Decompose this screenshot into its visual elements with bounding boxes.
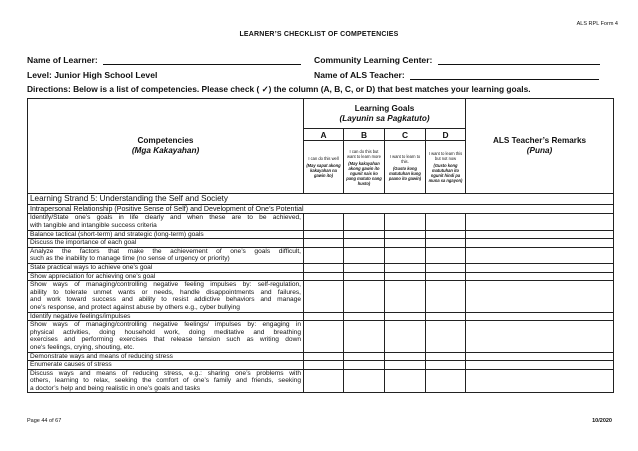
check-cell-a[interactable] bbox=[304, 281, 344, 312]
competency-text bbox=[28, 321, 304, 352]
remarks-header-fil: (Puna) bbox=[526, 146, 553, 155]
check-cell-a[interactable] bbox=[304, 214, 344, 230]
check-cell-c[interactable] bbox=[385, 369, 426, 393]
check-cell-c[interactable] bbox=[385, 272, 426, 281]
check-cell-d[interactable] bbox=[426, 369, 466, 393]
competency-line: Demonstrate ways and means of reducing stress bbox=[30, 352, 173, 360]
remarks-cell[interactable] bbox=[466, 361, 614, 370]
competency-line: one’s response, and protect against abuse by others e.g., cyber bullying bbox=[30, 303, 240, 311]
check-cell-d[interactable] bbox=[426, 321, 466, 352]
check-cell-c[interactable] bbox=[385, 321, 426, 352]
remarks-header-en: ALS Teacher’s Remarks bbox=[492, 136, 587, 145]
competency-line: Show ways of managing/controlling negative feelings/ impulses by: engaging in bbox=[30, 321, 301, 329]
clc-row bbox=[314, 55, 600, 65]
check-cell-d[interactable] bbox=[426, 263, 466, 272]
competency-text bbox=[28, 369, 304, 393]
check-cell-a[interactable] bbox=[304, 247, 344, 263]
column-c-desc-fil: (Gusto kong matutuhan kung paano ito gawin) bbox=[388, 165, 422, 181]
competency-text bbox=[28, 352, 304, 361]
remarks-cell[interactable] bbox=[466, 321, 614, 352]
competency-text bbox=[28, 361, 304, 370]
check-cell-b[interactable] bbox=[344, 230, 385, 239]
check-cell-b[interactable] bbox=[344, 369, 385, 393]
check-cell-b[interactable] bbox=[344, 263, 385, 272]
competency-text bbox=[28, 214, 304, 230]
competency-row bbox=[28, 247, 614, 263]
check-cell-c[interactable] bbox=[385, 263, 426, 272]
competency-line: Enumerate causes of stress bbox=[30, 361, 112, 369]
column-b-desc-fil: (May kakayahan akong gawin ito ngunit nais ko pang matuto nang husto) bbox=[346, 160, 382, 186]
competency-text bbox=[28, 239, 304, 248]
learner-name-label: Name of Learner: bbox=[27, 55, 98, 65]
check-cell-c[interactable] bbox=[385, 352, 426, 361]
competency-row bbox=[28, 263, 614, 272]
competency-line: physical activities, doing household work, doing meditative and breathing bbox=[30, 328, 301, 336]
column-d-desc-fil: (Gusto kong matutuhan ito ngunit hindi pa muna sa ngayon) bbox=[428, 163, 463, 183]
check-cell-b[interactable] bbox=[344, 361, 385, 370]
check-cell-a[interactable] bbox=[304, 230, 344, 239]
competency-line: exercises and performing exercises that release tension such as writing down bbox=[30, 336, 301, 344]
competency-row bbox=[28, 239, 614, 248]
column-a-desc-fil: (May sapat akong kakayahan na gawin ito) bbox=[306, 163, 341, 178]
competency-row bbox=[28, 281, 614, 312]
learner-name-field[interactable] bbox=[103, 64, 301, 65]
competencies-header bbox=[28, 99, 304, 194]
check-cell-b[interactable] bbox=[344, 312, 385, 321]
check-cell-c[interactable] bbox=[385, 239, 426, 248]
competency-line: others, learning to relax, seeking the comfort of one’s family and friends, seeking bbox=[30, 377, 301, 385]
learning-goals-header bbox=[304, 99, 466, 129]
competency-line: State practical ways to achieve one’s goal bbox=[30, 263, 153, 271]
competency-line: Balance tactical (short-term) and strategic (long-term) goals bbox=[30, 230, 204, 238]
competency-line: Identify negative feelings/impulses bbox=[30, 312, 131, 320]
competency-row bbox=[28, 230, 614, 239]
competency-text bbox=[28, 312, 304, 321]
check-cell-d[interactable] bbox=[426, 239, 466, 248]
check-cell-a[interactable] bbox=[304, 321, 344, 352]
remarks-cell[interactable] bbox=[466, 230, 614, 239]
remarks-cell[interactable] bbox=[466, 369, 614, 393]
check-cell-b[interactable] bbox=[344, 214, 385, 230]
form-id: ALS RPL Form 4 bbox=[576, 21, 618, 27]
competency-text bbox=[28, 230, 304, 239]
teacher-field[interactable] bbox=[410, 79, 599, 80]
check-cell-d[interactable] bbox=[426, 281, 466, 312]
competency-text bbox=[28, 247, 304, 263]
competency-line: one's feelings, crying, shouting, etc. bbox=[30, 343, 135, 351]
clc-label: Community Learning Center: bbox=[314, 55, 433, 65]
competency-row bbox=[28, 214, 614, 230]
subheading: Intrapersonal Relationship (Positive Sense of Self) and Development of One’s Potential bbox=[28, 205, 614, 214]
check-cell-b[interactable] bbox=[344, 272, 385, 281]
competency-line: a doctor’s help and being realistic in one’s goals and tasks bbox=[30, 384, 201, 392]
competency-line: Discuss the importance of each goal bbox=[30, 239, 137, 247]
check-cell-a[interactable] bbox=[304, 272, 344, 281]
competency-text bbox=[28, 281, 304, 312]
competency-line: Show ways of managing/controlling negative feeling impulses by: self-regulation, bbox=[30, 281, 301, 289]
teacher-label: Name of ALS Teacher: bbox=[314, 70, 405, 80]
column-d-letter: D bbox=[426, 129, 466, 141]
competency-row bbox=[28, 352, 614, 361]
check-cell-a[interactable] bbox=[304, 263, 344, 272]
column-d-desc bbox=[426, 141, 466, 194]
check-cell-b[interactable] bbox=[344, 352, 385, 361]
remarks-cell[interactable] bbox=[466, 263, 614, 272]
learning-goals-en: Learning Goals bbox=[354, 103, 415, 113]
column-c-desc bbox=[385, 141, 426, 194]
check-cell-b[interactable] bbox=[344, 321, 385, 352]
check-cell-d[interactable] bbox=[426, 230, 466, 239]
column-a-letter: A bbox=[304, 129, 344, 141]
competency-line: Discuss ways and means of reducing stress, e.g.: sharing one’s problems with bbox=[30, 369, 301, 377]
learner-name-row bbox=[27, 55, 301, 65]
competency-line: ability to tolerate unmet wants or needs, handle disappointments and failures, bbox=[30, 288, 301, 296]
column-b-desc bbox=[344, 141, 385, 194]
form-date: 10/2020 bbox=[592, 418, 612, 424]
check-cell-a[interactable] bbox=[304, 352, 344, 361]
competency-row bbox=[28, 361, 614, 370]
column-c-letter: C bbox=[385, 129, 426, 141]
strand-heading: Learning Strand 5: Understanding the Self and Society bbox=[28, 194, 614, 205]
competency-row bbox=[28, 312, 614, 321]
column-a-desc bbox=[304, 141, 344, 194]
remarks-cell[interactable] bbox=[466, 352, 614, 361]
competency-line: with tangible and intangible success criteria bbox=[30, 222, 157, 229]
competency-row bbox=[28, 369, 614, 393]
check-cell-c[interactable] bbox=[385, 312, 426, 321]
check-cell-c[interactable] bbox=[385, 230, 426, 239]
competencies-header-fil: (Mga Kakayahan) bbox=[131, 146, 200, 155]
page-number: Page 44 of 67 bbox=[27, 418, 62, 424]
competency-row bbox=[28, 321, 614, 352]
check-cell-d[interactable] bbox=[426, 247, 466, 263]
check-cell-c[interactable] bbox=[385, 214, 426, 230]
check-cell-b[interactable] bbox=[344, 281, 385, 312]
remarks-cell[interactable] bbox=[466, 281, 614, 312]
check-cell-c[interactable] bbox=[385, 361, 426, 370]
competency-text bbox=[28, 272, 304, 281]
check-cell-a[interactable] bbox=[304, 239, 344, 248]
check-cell-a[interactable] bbox=[304, 312, 344, 321]
check-cell-c[interactable] bbox=[385, 247, 426, 263]
remarks-cell[interactable] bbox=[466, 214, 614, 230]
directions: Directions: Below is a list of competencies. Please check ( ✓) the column (A, B, C, or D) that best matches your learning goals. bbox=[27, 84, 531, 94]
check-cell-b[interactable] bbox=[344, 247, 385, 263]
competency-text bbox=[28, 263, 304, 272]
competencies-header-en: Competencies bbox=[137, 136, 194, 145]
document-title: LEARNER’S CHECKLIST OF COMPETENCIES bbox=[239, 31, 399, 38]
competency-line: and work toward success and ability to resist addictive behaviors and manage bbox=[30, 296, 301, 304]
competency-row bbox=[28, 272, 614, 281]
remarks-cell[interactable] bbox=[466, 239, 614, 248]
competency-table bbox=[27, 98, 614, 393]
check-cell-d[interactable] bbox=[426, 214, 466, 230]
check-cell-a[interactable] bbox=[304, 361, 344, 370]
column-b-desc-en: I can do this but want to learn more bbox=[347, 148, 381, 159]
column-c-desc-en: I want to learn to this. bbox=[389, 153, 421, 164]
column-d-desc-en: I want to learn this but not now bbox=[428, 151, 463, 161]
remarks-cell[interactable] bbox=[466, 312, 614, 321]
learning-goals-fil: (Layunin sa Pagkatuto) bbox=[339, 113, 430, 123]
check-cell-a[interactable] bbox=[304, 369, 344, 393]
check-cell-d[interactable] bbox=[426, 272, 466, 281]
remarks-cell[interactable] bbox=[466, 272, 614, 281]
check-cell-d[interactable] bbox=[426, 312, 466, 321]
check-cell-b[interactable] bbox=[344, 239, 385, 248]
check-cell-c[interactable] bbox=[385, 281, 426, 312]
teacher-row bbox=[314, 70, 599, 80]
remarks-header bbox=[466, 99, 614, 194]
remarks-cell[interactable] bbox=[466, 247, 614, 263]
check-cell-d[interactable] bbox=[426, 352, 466, 361]
check-cell-d[interactable] bbox=[426, 361, 466, 370]
column-b-letter: B bbox=[344, 129, 385, 141]
competency-line: such as the inability to manage time (no sense of urgency or priority) bbox=[30, 255, 230, 263]
level-label: Level: Junior High School Level bbox=[27, 70, 158, 80]
competency-line: Identify/State one’s goals in life clearly and when these are to be achieved, bbox=[30, 214, 301, 222]
column-a-desc-en: I can do this well bbox=[308, 156, 339, 161]
competency-rows bbox=[28, 214, 614, 393]
competency-line: Analyze the factors that make the achievement of one’s goals difficult, bbox=[30, 247, 301, 255]
competency-line: Show appreciation for achieving one’s goal bbox=[30, 272, 156, 280]
clc-field[interactable] bbox=[438, 64, 600, 65]
